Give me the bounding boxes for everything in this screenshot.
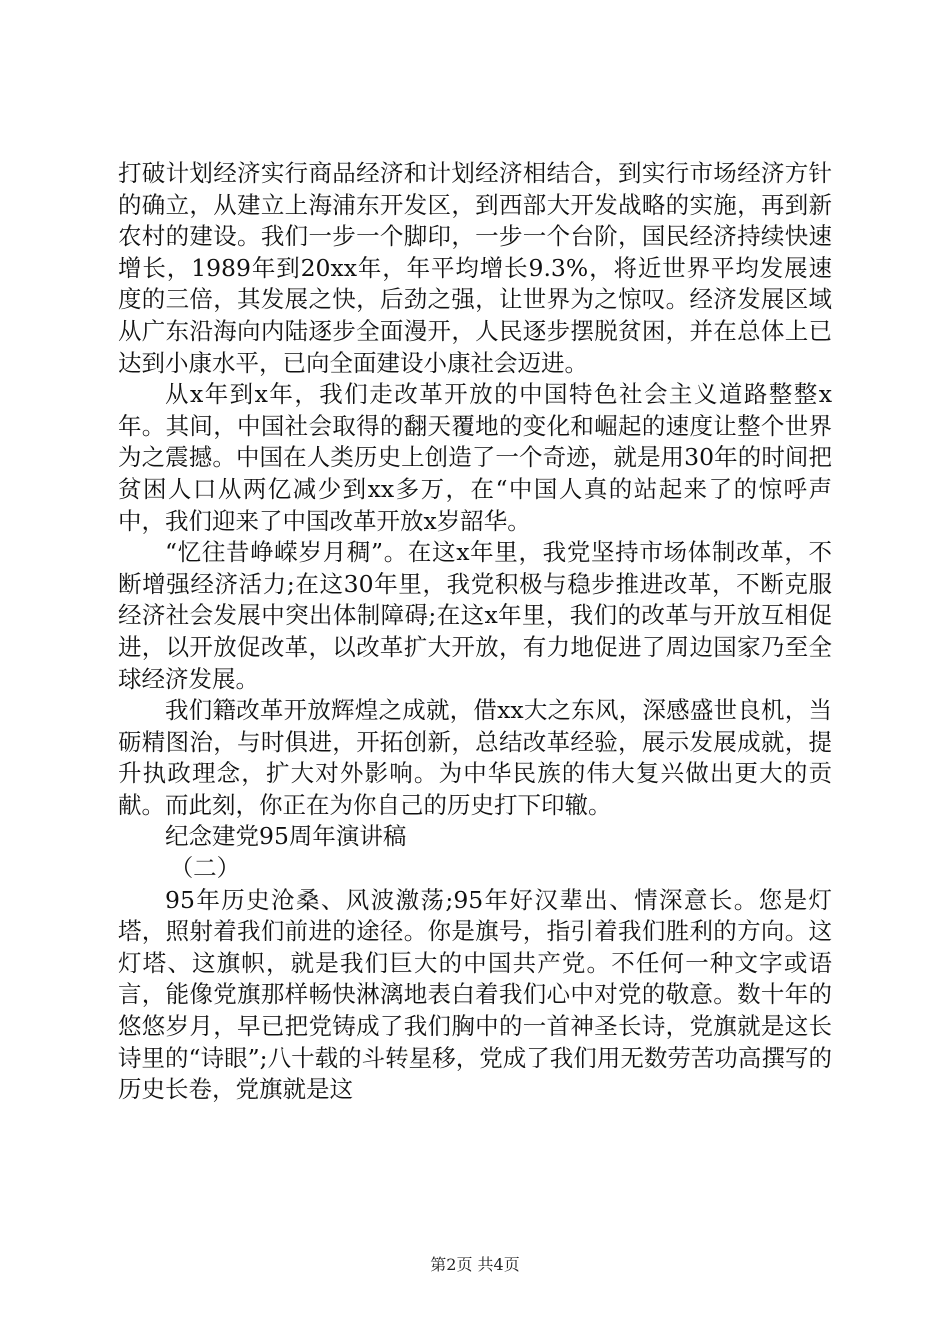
document-body [118, 158, 832, 1106]
section-number: （二） [169, 854, 241, 883]
paragraph-continuation: 打破计划经济实行商品经济和计划经济相结合，到实行市场经济方针的确立，从建立上海浦东开发区，到西部大开发战略的实施，再到新农村的建设。我们一步一个脚印，一步一个台阶，国民经济持续快速增长，1989年到20xx年，年平均增长9.3%，将近世界平均发展速度的三倍，其发展之快，后劲之强，让世界为之惊叹。经济发展区域从广东沿海向内陆逐步全面漫开，人民逐步摆脱贫困，并在总体上已达到小康水平，已向全面建设小康社会迈进。 [118, 159, 832, 377]
paragraph-party-history: 95年历史沧桑、风波激荡;95年好汉辈出、情深意长。您是灯塔，照射着我们前进的途径。你是旗号，指引着我们胜利的方向。这灯塔、这旗帜，就是我们巨大的中国共产党。不任何一种文字或语言，能像党旗那样畅快淋漓地表白着我们心中对党的敬意。数十年的悠悠岁月，早已把党铸成了我们胸中的一首神圣长诗，党旗就是这长诗里的“诗眼”;八十载的斗转星移，党成了我们用无数劳苦功高撰写的历史长卷，党旗就是这 [118, 885, 832, 1104]
speech-title: 纪念建党95周年演讲稿 [165, 822, 407, 851]
page-footer: 第2页 共4页 [430, 1255, 520, 1274]
paragraph-achievements: 我们籍改革开放辉煌之成就，借xx大之东风，深感盛世良机，当砺精图治，与时俱进，开拓创新，总结改革经验，展示发展成就，提升执政理念，扩大对外影响。为中华民族的伟大复兴做出更大的贡献。而此刻，你正在为你自己的历史打下印辙。 [118, 696, 832, 819]
paragraph-recall-past: “忆往昔峥嵘岁月稠”。在这x年里，我党坚持市场体制改革，不断增强经济活力;在这30年里，我党积极与稳步推进改革，不断克服经济社会发展中突出体制障碍;在这x年里，我们的改革与开放互相促进，以开放促改革，以改革扩大开放，有力地促进了周边国家乃至全球经济发展。 [118, 538, 832, 693]
paragraph-reform-years: 从x年到x年，我们走改革开放的中国特色社会主义道路整整x年。其间，中国社会取得的翻天覆地的变化和崛起的速度让整个世界为之震撼。中国在人类历史上创造了一个奇迹，就是用30年的时间把贫困人口从两亿减少到xx多万，在“中国人真的站起来了的惊呼声中，我们迎来了中国改革开放x岁韶华。 [118, 380, 832, 535]
